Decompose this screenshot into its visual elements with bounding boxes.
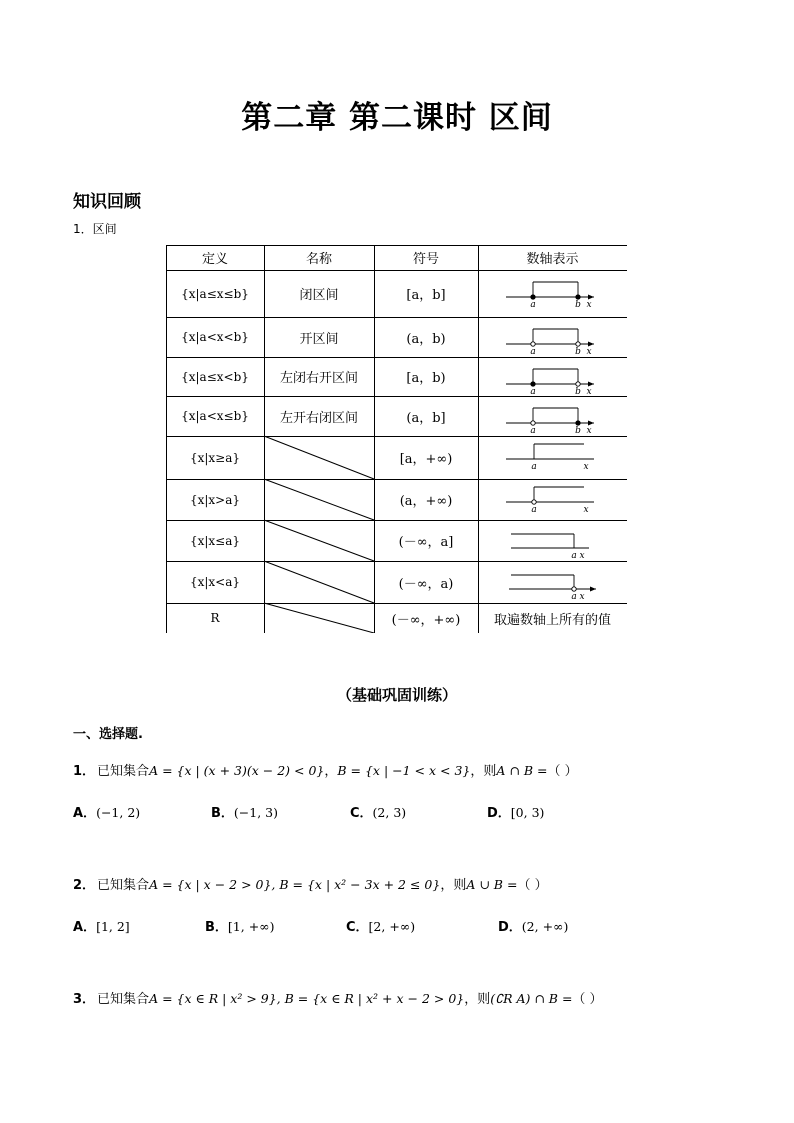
option-c[interactable] <box>346 916 415 935</box>
axis-arrowhead <box>588 342 594 347</box>
definition-cell: {x|x≥a} <box>189 450 241 465</box>
option-label: B． <box>205 920 228 935</box>
option-a[interactable] <box>73 802 140 821</box>
axis-label-x: x <box>583 505 589 515</box>
axis-label-a: a <box>530 300 536 310</box>
open-endpoint <box>572 587 576 591</box>
name-cell <box>264 603 374 633</box>
open-endpoint <box>532 500 536 504</box>
axis-label-x: x <box>586 300 592 310</box>
symbol-cell: (－∞，+∞) <box>391 612 461 628</box>
definition-cell: {x|a≤x≤b} <box>181 286 249 301</box>
closed-endpoint <box>576 421 580 425</box>
question-tail: ，则 <box>440 878 467 893</box>
definition-cell: {x|x<a} <box>189 575 241 589</box>
operation-expression: (∁R A) ∩ B = <box>490 991 573 1006</box>
definition-cell: {x|x>a} <box>189 492 241 507</box>
option-value: [1, +∞) <box>227 919 275 934</box>
axis-label-b: b <box>575 347 581 357</box>
interval-subheading: 1．区间 <box>73 222 117 236</box>
symbol-cell: (－∞，a) <box>398 576 454 592</box>
axis-label-a: a <box>571 551 577 561</box>
name-cell <box>264 479 374 520</box>
table-header-cell: 符号 <box>412 252 439 267</box>
axis-label-a: a <box>531 462 537 472</box>
symbol-cell: (－∞，a] <box>398 535 454 550</box>
question-text: 已知集合 <box>97 764 150 779</box>
name-cell: 左闭右开区间 <box>279 371 358 386</box>
answer-blank: （ ） <box>547 764 578 779</box>
section-title: （基础巩固训练） <box>336 686 457 704</box>
symbol-cell: [a，b] <box>406 288 446 303</box>
set-expression: A = {x | x − 2 > 0}, B = {x | x² − 3x + 2 ≤ 0} <box>149 877 441 892</box>
answer-blank: （ ） <box>517 878 548 893</box>
axis-arrowhead <box>588 295 594 300</box>
closed-endpoint <box>576 295 580 299</box>
table-header-cell: 定义 <box>201 252 228 267</box>
definition-cell: {x|a≤x<b} <box>181 369 249 384</box>
axis-label-x: x <box>579 592 585 602</box>
axis-label-a: a <box>530 387 536 397</box>
closed-endpoint <box>531 382 535 386</box>
option-d[interactable] <box>498 916 568 935</box>
question-1 <box>73 760 578 779</box>
symbol-cell: (a，b] <box>406 410 446 426</box>
option-value: [0, 3) <box>510 805 545 820</box>
axis-label-x: x <box>586 387 592 397</box>
interval-table <box>166 245 627 633</box>
name-cell: 闭区间 <box>299 288 339 303</box>
option-value: (2, +∞) <box>521 919 569 934</box>
option-label: A． <box>73 920 97 935</box>
axis-label-x: x <box>579 551 585 561</box>
symbol-cell: (a，+∞) <box>399 494 453 509</box>
axis-arrowhead <box>588 382 594 387</box>
question-number: 2． <box>73 878 96 893</box>
option-a[interactable] <box>73 916 130 935</box>
option-label: A． <box>73 806 97 821</box>
symbol-cell: [a，+∞) <box>399 452 453 467</box>
option-label: C． <box>350 806 373 821</box>
option-value: [2, +∞) <box>368 919 416 934</box>
axis-text-cell: 取遍数轴上所有的值 <box>493 612 611 628</box>
operation-expression: A ∪ B = <box>466 877 518 892</box>
axis-label-a: a <box>530 426 536 436</box>
question-text: 已知集合 <box>97 992 150 1007</box>
page-title: 第二章 第二课时 区间 <box>241 100 553 136</box>
set-expression: A = {x ∈ R | x² > 9}, B = {x ∈ R | x² + x − 2 > 0} <box>149 991 465 1006</box>
option-label: B． <box>211 806 234 821</box>
question-category: 一、选择题. <box>73 727 143 742</box>
axis-label-x: x <box>586 347 592 357</box>
option-b[interactable] <box>205 916 274 935</box>
axis-label-a: a <box>531 505 537 515</box>
question-3 <box>73 988 603 1007</box>
option-b[interactable] <box>211 802 278 821</box>
option-label: D． <box>498 920 522 935</box>
question-tail: ，则 <box>470 764 497 779</box>
symbol-cell: [a，b) <box>406 371 446 386</box>
question-number: 3． <box>73 992 96 1007</box>
axis-label-a: a <box>530 347 536 357</box>
operation-expression: A ∩ B = <box>496 763 548 778</box>
axis-label-x: x <box>583 462 589 472</box>
axis-label-x: x <box>586 426 592 436</box>
question-tail: ，则 <box>464 992 491 1007</box>
definition-cell: {x|a<x<b} <box>181 330 249 344</box>
symbol-cell: (a，b) <box>406 331 446 347</box>
table-header-cell: 名称 <box>305 252 332 267</box>
axis-arrowhead <box>590 587 596 592</box>
name-cell <box>264 520 374 561</box>
axis-label-b: b <box>575 387 581 397</box>
answer-blank: （ ） <box>572 992 603 1007</box>
table-header-cell: 数轴表示 <box>526 252 579 267</box>
axis-arrowhead <box>588 421 594 426</box>
open-endpoint <box>576 342 580 346</box>
option-value: [1, 2] <box>96 919 130 934</box>
set-a-expression: A = {x | (x + 3)(x − 2) < 0} <box>149 763 325 778</box>
name-cell <box>264 436 374 479</box>
option-c[interactable] <box>350 802 406 821</box>
name-cell: 开区间 <box>299 331 339 347</box>
question-2 <box>73 874 548 893</box>
set-b-expression: B = {x | −1 < x < 3} <box>337 763 471 778</box>
closed-endpoint <box>531 295 535 299</box>
definition-cell: {x|x≤a} <box>189 533 241 548</box>
axis-label-a: a <box>571 592 577 602</box>
definition-cell: {x|a<x≤b} <box>181 409 249 423</box>
review-heading: 知识回顾 <box>73 192 141 212</box>
question-number: 1． <box>73 764 96 779</box>
axis-label-b: b <box>575 300 581 310</box>
option-value: (−1, 2) <box>96 805 141 820</box>
open-endpoint <box>531 342 535 346</box>
definition-cell: R <box>210 611 220 625</box>
option-label: C． <box>346 920 369 935</box>
option-value: (2, 3) <box>372 805 407 820</box>
axis-label-b: b <box>575 426 581 436</box>
option-label: D． <box>487 806 511 821</box>
open-endpoint <box>531 421 535 425</box>
open-endpoint <box>576 382 580 386</box>
name-cell <box>264 561 374 603</box>
name-cell: 左开右闭区间 <box>279 410 358 426</box>
option-value: (−1, 3) <box>233 805 279 820</box>
separator: ， <box>324 764 338 779</box>
option-d[interactable] <box>487 802 544 821</box>
question-text: 已知集合 <box>97 878 150 893</box>
